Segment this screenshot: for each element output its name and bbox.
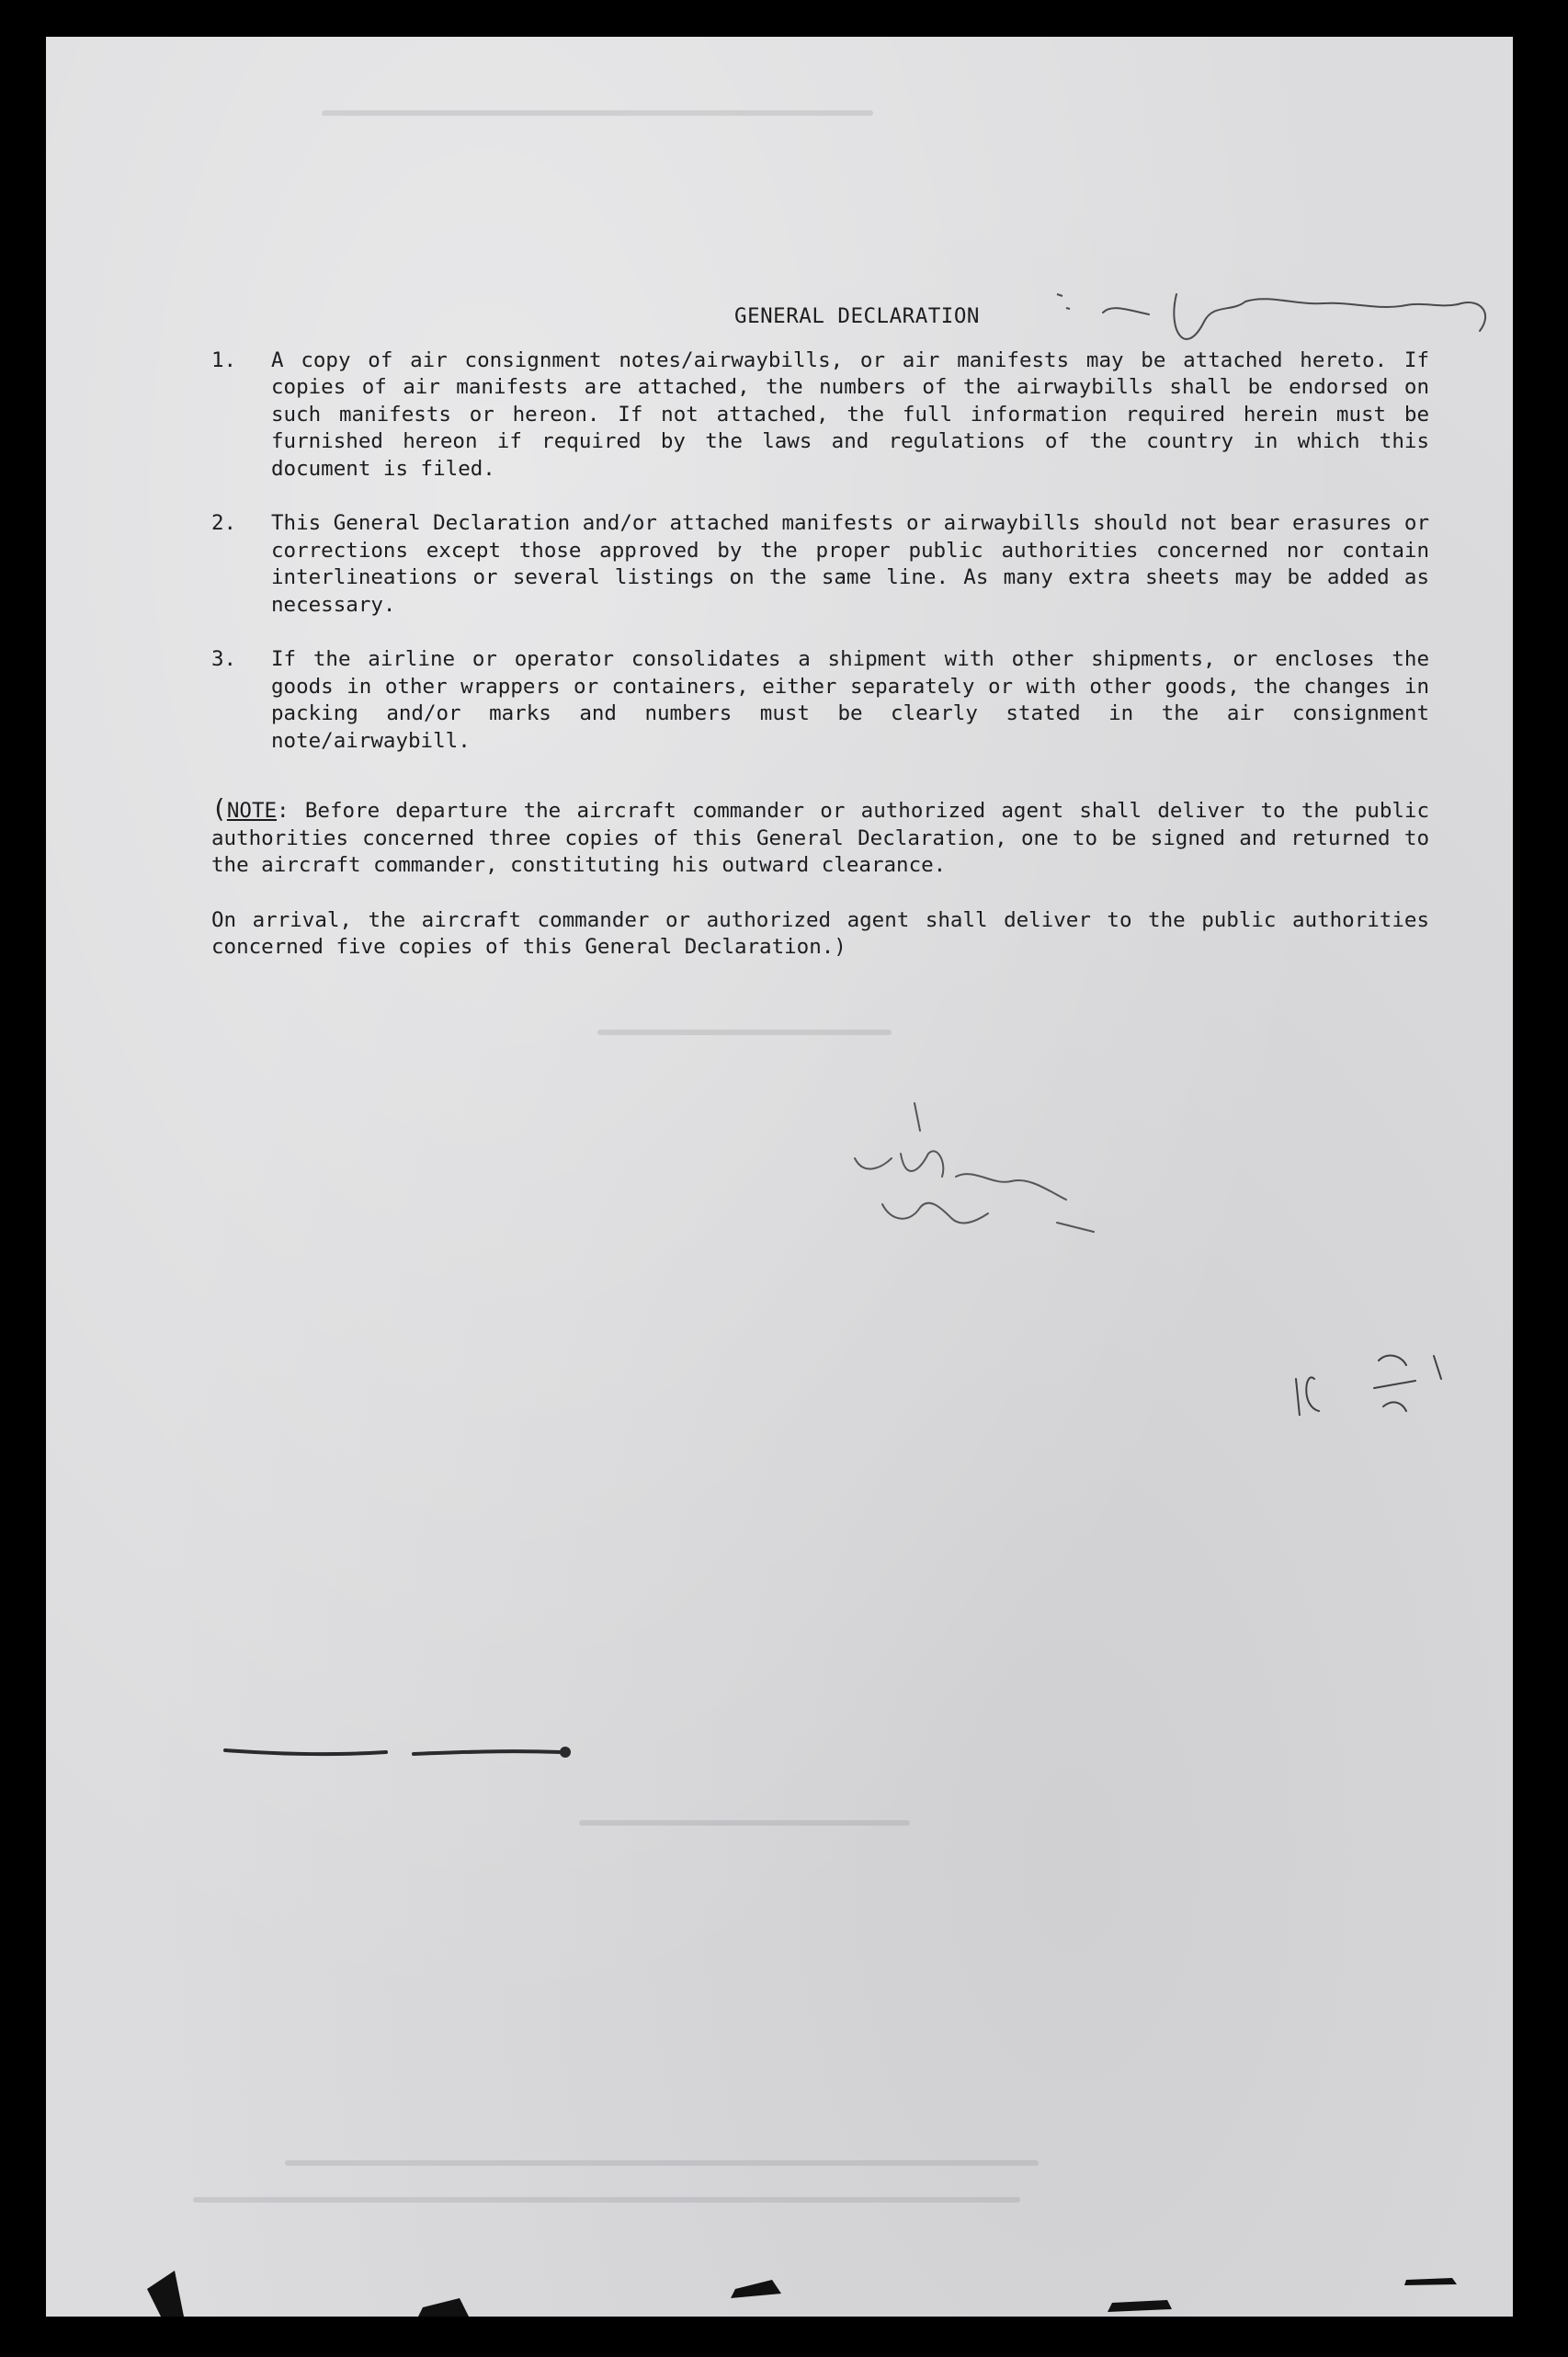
item-number: 1.	[211, 347, 237, 372]
bleed-through-line	[322, 110, 873, 116]
item-text: If the airline or operator consolidates a shipment with other shipments, or encloses the goods in other wrappers or containers, either separately or with other goods, the changes in packing and/or marks and numbers must be clearly stated in the air consignment note/airwaybill.	[271, 647, 1429, 753]
note-label: NOTE	[226, 799, 278, 823]
ink-smudge-line	[221, 1737, 607, 1765]
note-paragraph	[211, 795, 1429, 880]
bleed-through-line	[597, 1030, 892, 1035]
item-number: 2.	[211, 511, 237, 535]
page-title: GENERAL DECLARATION	[734, 304, 980, 328]
arrival-paragraph: On arrival, the aircraft commander or authorized agent shall deliver to the public authorities concerned five copies of this General Declaration.)	[211, 907, 1429, 959]
instruction-item	[211, 646, 1429, 755]
item-number: 3.	[211, 647, 237, 671]
paper-edge-damage	[74, 2243, 1489, 2317]
bleed-through-line	[193, 2197, 1020, 2203]
bleed-through-line	[579, 1820, 910, 1826]
bleed-through-line	[285, 2160, 1039, 2166]
document-page	[46, 37, 1513, 2317]
handwritten-notation-mark	[818, 1066, 1204, 1305]
item-text: This General Declaration and/or attached manifests or airwaybills should not bear erasures or corrections except those approved by the proper public authorities concerned nor contain interlineations or several listings on the same line. As many extra sheets may be added as necessary.	[271, 511, 1429, 617]
instruction-item	[211, 510, 1429, 619]
instruction-item	[211, 347, 1429, 484]
note-open-paren: (	[211, 793, 227, 824]
handwritten-number-mark	[1278, 1324, 1489, 1416]
item-text: A copy of air consignment notes/airwaybills, or air manifests may be attached hereto. If copies of air manifests are attached, the numbers of the airwaybills shall be endorsed on such manifests or hereon. If not attached, the full information required herein must be furnished hereon if required by the laws and regulations of the country in which this document is filed.	[271, 347, 1429, 481]
note-text: : Before departure the aircraft commander or authorized agent shall deliver to the public authorities concerned three copies of this General Declaration, one to be signed and returned to the aircraft commander, constituting his outward clearance.	[211, 799, 1429, 877]
declaration-instructions	[211, 303, 1429, 962]
